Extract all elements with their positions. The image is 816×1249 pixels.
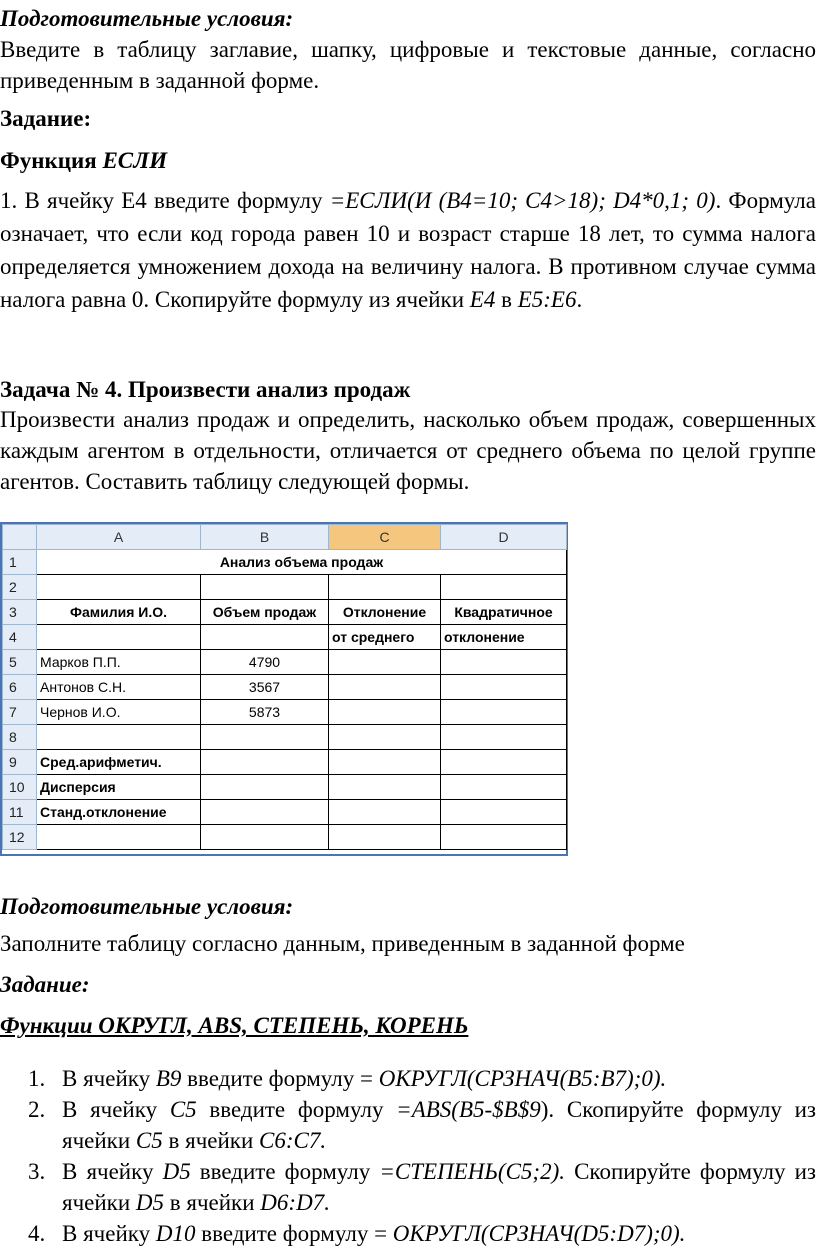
item-cell: C5 — [169, 1097, 197, 1122]
row-number: 11 — [3, 800, 37, 825]
sheet-row — [3, 825, 567, 850]
sheet-row — [3, 775, 567, 800]
row-number: 3 — [3, 600, 37, 625]
row-number: 5 — [3, 650, 37, 675]
spreadsheet-image — [0, 522, 568, 856]
prep-text-2: Заполните таблицу согласно данным, приведенным в заданной форме — [0, 931, 685, 956]
row-number: 4 — [3, 625, 37, 650]
item-text: введите формулу — [196, 1097, 397, 1122]
label-mean: Сред.арифметич. — [37, 750, 201, 775]
step1-formula: =ЕСЛИ(И (В4=10; С4>18); D4*0,1; 0) — [329, 188, 716, 213]
list-item — [0, 1156, 816, 1218]
item-text: В ячейку — [62, 1159, 163, 1184]
cell — [201, 825, 329, 850]
row-number: 1 — [3, 550, 37, 575]
agent-name: Марков П.П. — [37, 650, 201, 675]
function-heading-if — [0, 145, 816, 176]
header-volume: Объем продаж — [201, 600, 329, 625]
cell — [329, 775, 441, 800]
table-row — [3, 700, 567, 725]
step1-text-a: 1. В ячейку Е4 введите формулу — [0, 188, 330, 213]
item-end: . — [320, 1128, 327, 1153]
cell — [441, 700, 567, 725]
table-row — [3, 675, 567, 700]
row-number: 6 — [3, 675, 37, 700]
cell — [37, 825, 201, 850]
item-range: D6:D7 — [260, 1190, 325, 1215]
column-header-d: D — [441, 525, 567, 550]
sheet-row — [3, 575, 567, 600]
sheet-row — [3, 600, 567, 625]
item-text: введите формулу — [190, 1159, 380, 1184]
item-text: ). Скопируйте формулу из ячейки — [62, 1097, 816, 1153]
item-cell: D5 — [162, 1159, 191, 1184]
select-all-corner — [3, 525, 37, 550]
item-text: В ячейку — [62, 1066, 156, 1091]
step1-range: E5:E6 — [517, 287, 577, 312]
column-header-row — [3, 525, 567, 550]
item-text: в ячейки — [162, 1128, 260, 1153]
list-number: 2. — [28, 1097, 46, 1122]
cell — [441, 825, 567, 850]
task-heading-1: Задание: — [0, 106, 92, 131]
column-header-a: A — [37, 525, 201, 550]
item-text: В ячейку — [62, 1097, 170, 1122]
agent-name: Антонов С.Н. — [37, 675, 201, 700]
header-deviation: Отклонение — [329, 600, 441, 625]
sheet-row — [3, 550, 567, 575]
cell — [441, 750, 567, 775]
cell — [37, 625, 201, 650]
header-square-2: отклонение — [441, 625, 567, 650]
prep-heading-2: Подготовительные условия: — [0, 894, 294, 919]
list-number: 4. — [28, 1221, 46, 1246]
agent-name: Чернов И.О. — [37, 700, 201, 725]
step1-cell: E4 — [469, 287, 496, 312]
row-number: 9 — [3, 750, 37, 775]
cell — [201, 625, 329, 650]
cell — [201, 800, 329, 825]
cell — [37, 725, 201, 750]
item-text: Скопируйте формулу из ячейки — [62, 1159, 816, 1215]
prep-heading-1: Подготовительные условия: — [0, 6, 294, 31]
sheet-row — [3, 625, 567, 650]
agent-volume: 3567 — [201, 675, 329, 700]
item-cell: B9 — [155, 1066, 182, 1091]
label-stdev: Станд.отклонение — [37, 800, 201, 825]
cell — [329, 750, 441, 775]
list-number: 1. — [28, 1066, 46, 1091]
cell — [329, 800, 441, 825]
sheet-title: Анализ объема продаж — [37, 550, 567, 575]
cell — [329, 725, 441, 750]
function-heading-name: ЕСЛИ — [102, 148, 168, 173]
cell — [201, 775, 329, 800]
step1-paragraph — [0, 184, 816, 316]
prep-text-1: Введите в таблицу заглавие, шапку, цифровые и текстовые данные, согласно приведенным в заданной форме. — [0, 37, 816, 93]
agent-volume: 4790 — [201, 650, 329, 675]
list-number: 3. — [28, 1159, 46, 1184]
item-end: . — [324, 1190, 330, 1215]
list-item — [0, 1218, 816, 1249]
item-cell: C5 — [135, 1128, 163, 1153]
cell — [329, 575, 441, 600]
item-formula: =ABS(B5-$B$9 — [396, 1097, 541, 1122]
task4-text: Произвести анализ продаж и определить, насколько объем продаж, совершенных каждым агентом в отдельности, отличается от среднего объема по целой группе агентов. Составить таблицу следующей формы. — [0, 407, 816, 494]
cell — [329, 650, 441, 675]
cell — [201, 725, 329, 750]
row-number: 12 — [3, 825, 37, 850]
step1-end: . — [576, 287, 583, 312]
cell — [441, 650, 567, 675]
cell — [441, 575, 567, 600]
cell — [441, 675, 567, 700]
header-deviation-2: от среднего — [329, 625, 441, 650]
task4-heading: Задача № 4. Произвести анализ продаж — [0, 377, 411, 402]
task-heading-2: Задание: — [0, 972, 90, 997]
cell — [441, 775, 567, 800]
column-header-b: B — [201, 525, 329, 550]
cell — [37, 575, 201, 600]
item-cell: D5 — [135, 1190, 165, 1215]
sheet-row — [3, 800, 567, 825]
step1-text-c: в — [495, 287, 518, 312]
cell — [329, 825, 441, 850]
cell — [201, 575, 329, 600]
item-text: В ячейку — [62, 1221, 156, 1246]
item-cell: D10 — [155, 1221, 196, 1246]
table-row — [3, 650, 567, 675]
list-item — [0, 1094, 816, 1156]
item-text: в ячейки — [164, 1190, 261, 1215]
header-name: Фамилия И.О. — [37, 600, 201, 625]
sheet-row — [3, 725, 567, 750]
cell — [441, 800, 567, 825]
item-text: введите формулу = — [195, 1221, 393, 1246]
row-number: 10 — [3, 775, 37, 800]
item-text: введите формулу = — [181, 1066, 379, 1091]
row-number: 2 — [3, 575, 37, 600]
sheet-row — [3, 750, 567, 775]
header-square: Квадратичное — [441, 600, 567, 625]
item-formula: ОКРУГЛ(СРЗНАЧ(D5:D7);0). — [392, 1221, 686, 1246]
column-header-c: C — [329, 525, 441, 550]
cell — [201, 750, 329, 775]
row-number: 8 — [3, 725, 37, 750]
item-formula: =СТЕПЕНЬ(C5;2). — [379, 1159, 565, 1184]
item-formula: ОКРУГЛ(СРЗНАЧ(В5:В7);0). — [378, 1066, 667, 1091]
cell — [329, 675, 441, 700]
row-number: 7 — [3, 700, 37, 725]
cell — [441, 725, 567, 750]
instruction-list — [0, 1063, 816, 1249]
list-item — [0, 1063, 816, 1094]
label-variance: Дисперсия — [37, 775, 201, 800]
step1-text-b: . Формула означает, что если код города равен 10 и возраст старше 18 лет, то сумма налога определяется умножением дохода на величину налога. В противном случае сумма налога равна 0. Скопируйте формулу из ячейки — [0, 188, 816, 312]
item-range: C6:C7 — [259, 1128, 321, 1153]
agent-volume: 5873 — [201, 700, 329, 725]
function-heading-plain: Функция — [0, 148, 103, 173]
cell — [329, 700, 441, 725]
functions-heading: Функции ОКРУГЛ, ABS, СТЕПЕНЬ, КОРЕНЬ — [0, 1013, 469, 1038]
